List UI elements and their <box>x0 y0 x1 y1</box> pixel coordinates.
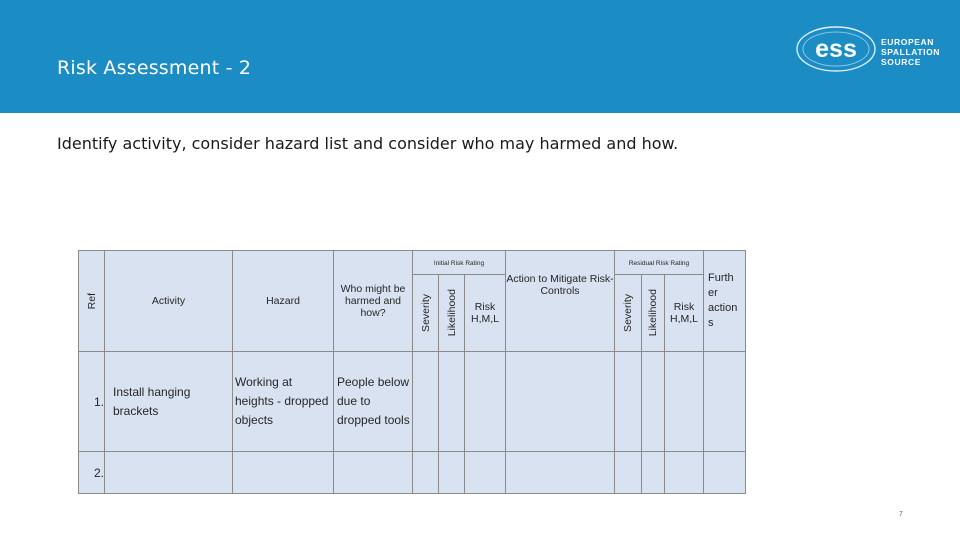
row-res-risk <box>665 352 704 452</box>
row-risk <box>465 452 506 494</box>
risk-assessment-table <box>78 250 746 494</box>
table-row <box>79 452 746 494</box>
header-action: Action to Mitigate Risk-Controls <box>506 251 615 352</box>
ess-logo-text <box>881 37 940 67</box>
logo-line-3: SOURCE <box>881 57 921 67</box>
header-who: Who might be harmed and how? <box>334 251 413 352</box>
row-hazard: Working at heights - dropped objects <box>233 352 334 452</box>
slide-subtitle: Identify activity, consider hazard list and consider who may harmed and how. <box>57 134 679 153</box>
logo-line-1: EUROPEAN <box>881 37 934 47</box>
header-res-severity: Severity <box>615 275 642 352</box>
header-residual-risk-rating: Residual Risk Rating <box>615 251 704 275</box>
row-who: People below due to dropped tools <box>334 352 413 452</box>
row-severity <box>413 352 439 452</box>
row-severity <box>413 452 439 494</box>
row-further-action <box>704 352 746 452</box>
row-ref: 2. <box>79 452 105 494</box>
row-res-likelihood <box>642 452 665 494</box>
slide-header <box>0 0 960 113</box>
row-res-severity <box>615 352 642 452</box>
header-further-action: Furth er action s <box>704 251 746 352</box>
row-ref: 1. <box>79 352 105 452</box>
header-severity: Severity <box>413 275 439 352</box>
header-initial-risk-rating: Initial Risk Rating <box>413 251 506 275</box>
ess-logo <box>793 22 953 76</box>
row-activity <box>105 452 233 494</box>
row-likelihood <box>439 352 465 452</box>
row-risk <box>465 352 506 452</box>
logo-line-2: SPALLATION <box>881 47 941 57</box>
table-row <box>79 352 746 452</box>
header-res-likelihood: Likelihood <box>642 275 665 352</box>
row-action <box>506 352 615 452</box>
row-hazard <box>233 452 334 494</box>
header-activity: Activity <box>105 251 233 352</box>
row-likelihood <box>439 452 465 494</box>
row-further-action <box>704 452 746 494</box>
row-action <box>506 452 615 494</box>
row-res-severity <box>615 452 642 494</box>
row-activity: Install hanging brackets <box>105 352 233 452</box>
header-ref: Ref <box>79 251 105 352</box>
ess-logo-icon <box>793 22 879 76</box>
header-likelihood: Likelihood <box>439 275 465 352</box>
ess-logo-mark: ess <box>815 35 857 63</box>
header-risk: Risk H,M,L <box>465 275 506 352</box>
row-who <box>334 452 413 494</box>
header-res-risk: Risk H,M,L <box>665 275 704 352</box>
row-res-likelihood <box>642 352 665 452</box>
row-res-risk <box>665 452 704 494</box>
header-hazard: Hazard <box>233 251 334 352</box>
slide-title: Risk Assessment - 2 <box>57 57 252 79</box>
page-number: 7 <box>899 511 903 518</box>
